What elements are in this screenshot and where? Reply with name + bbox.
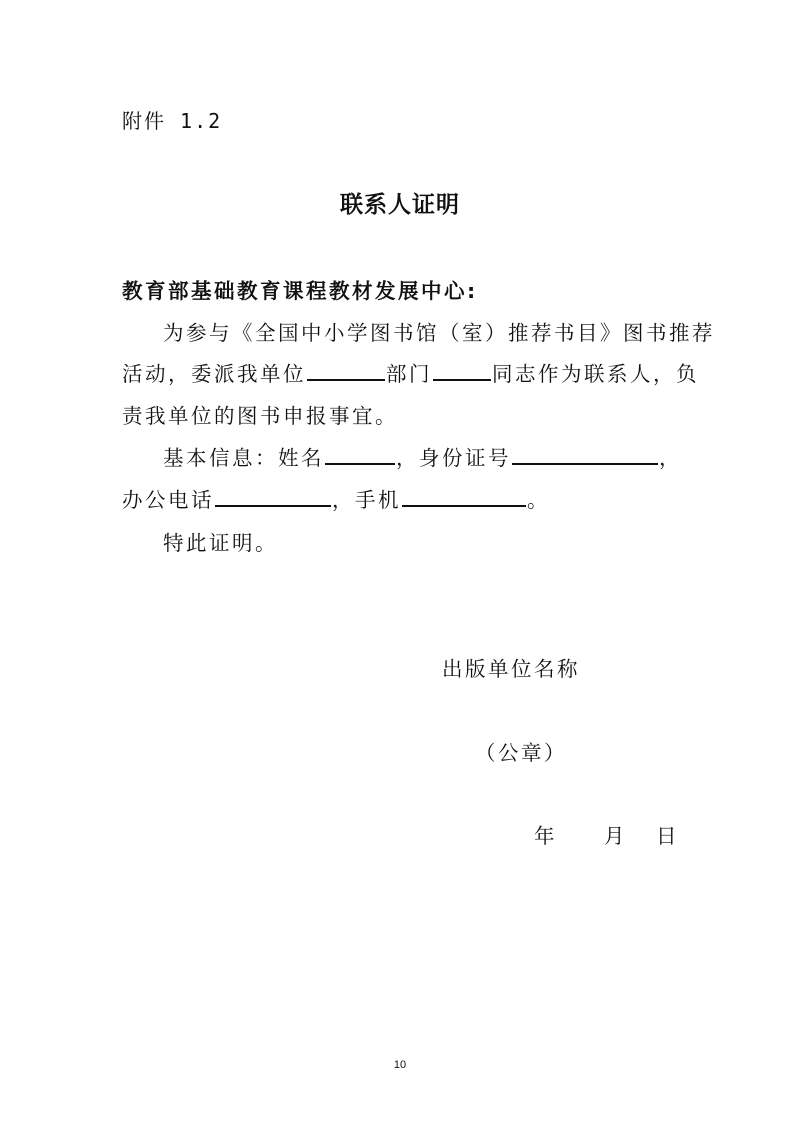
info2-suffix: 。 — [527, 488, 550, 512]
info2-mid: ，手机 — [332, 488, 401, 512]
official-seal-label: （公章） — [475, 741, 567, 765]
basic-info-line-1 — [163, 441, 682, 471]
publisher-name: 出版单位名称 — [442, 657, 580, 681]
date-year: 年 — [534, 824, 557, 848]
line2-part3: 同志作为联系人，负 — [492, 362, 699, 386]
date-day: 日 — [656, 824, 679, 848]
basic-info-line-2 — [122, 483, 550, 513]
document-title: 联系人证明 — [340, 191, 460, 218]
office-phone-blank-field — [215, 485, 331, 507]
page-number: 10 — [393, 1059, 407, 1071]
closing-statement: 特此证明。 — [163, 531, 278, 555]
body-paragraph-line-3: 责我单位的图书申报事宜。 — [122, 404, 398, 428]
attachment-label: 附件 1.2 — [122, 109, 223, 133]
info1-prefix: 基本信息：姓名 — [163, 446, 324, 470]
mobile-blank-field — [402, 485, 526, 507]
info2-prefix: 办公电话 — [122, 488, 214, 512]
body-paragraph-line-1: 为参与《全国中小学图书馆（室）推荐书目》图书推荐 — [163, 321, 715, 345]
line2-part1: 活动，委派我单位 — [122, 362, 306, 386]
name-blank-field — [325, 443, 395, 465]
id-number-blank-field — [512, 443, 658, 465]
body-paragraph-line-2 — [122, 357, 699, 387]
unit-blank-field — [307, 359, 385, 381]
department-blank-field — [433, 359, 491, 381]
line2-part2: 部门 — [386, 362, 432, 386]
info1-mid: ，身份证号 — [396, 446, 511, 470]
date-month: 月 — [604, 824, 627, 848]
info1-suffix: ， — [659, 446, 682, 470]
salutation: 教育部基础教育课程教材发展中心: — [122, 279, 478, 303]
